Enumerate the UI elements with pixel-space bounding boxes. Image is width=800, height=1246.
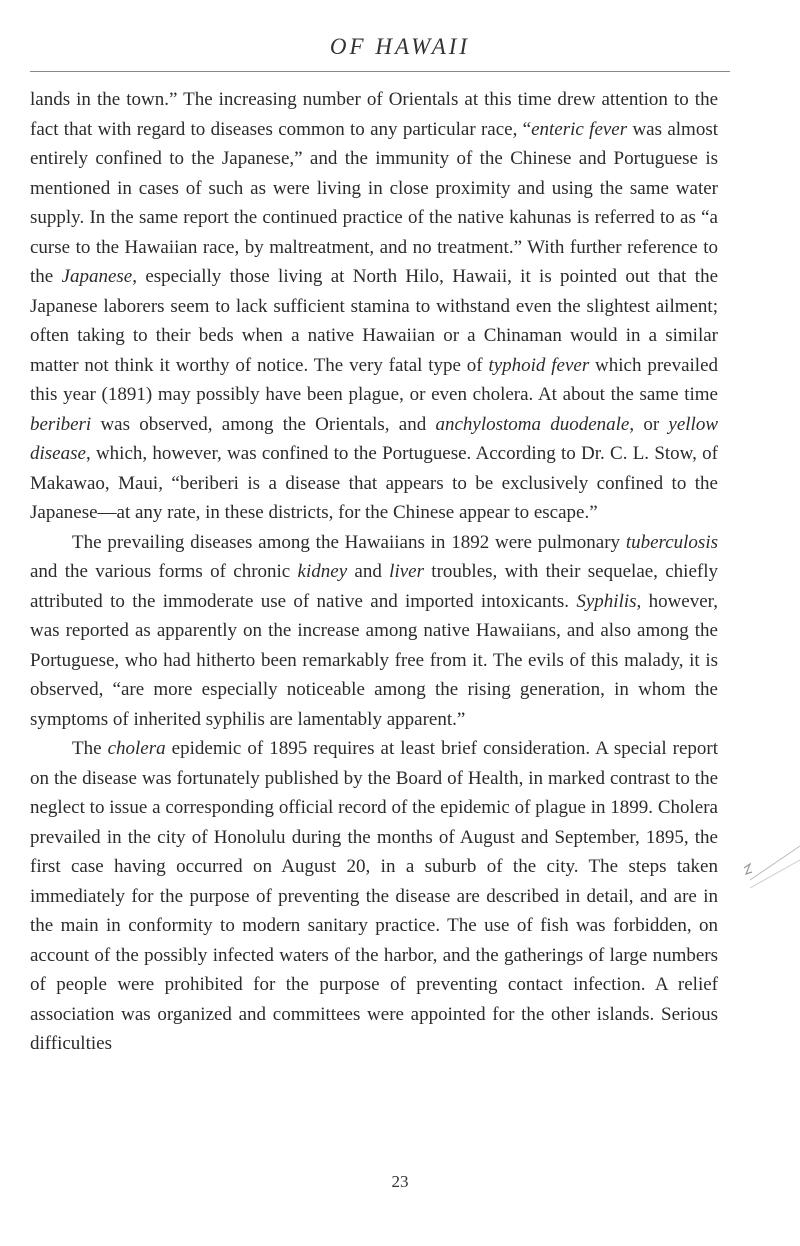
paragraph-1 [30,85,718,528]
italic-term: enteric fever [531,118,628,140]
running-head: OF HAWAII [329,34,471,59]
text-run: , or [629,413,669,435]
text-run: troubles, with their sequelae, chiefly attributed to the immoderate use of native and imported intoxicants. [30,561,718,612]
italic-term: Syphilis [576,590,637,612]
text-run: , especially those living at North Hilo, Hawaii, it is pointed out that the Japanese laborers seem to lack sufficient stamina to withstand even the slightest ailment; often taking to their beds when a native Hawaiian or a Chinaman would in a similar matter not think it worthy of notice. The very fatal type of [30,266,718,376]
italic-term: tuberculosis [625,531,718,553]
text-run: The [72,738,108,759]
text-run: The prevailing diseases among the Hawaiians in 1892 were pulmonary [72,531,626,553]
header-rule [30,71,730,72]
italic-term: typhoid fever [488,354,590,376]
text-run: epidemic of 1895 requires at least brief consideration. A special report on the disease was fortunately published by the Board of Health, in marked contrast to the neglect to issue a corresponding official record of the epidemic of plague in 1899. Cholera prevailed in the city of Honolulu during the months of August and September, 1895, the first case having occurred on August 20, in a suburb of the city. The steps taken immediately for the purpose of preventing the disease are described in detail, and are in the main in conformity to modern sanitary practice. The use of fish was forbidden, on account of the possibly infected waters of the harbor, and the gatherings of large numbers of people were prohibited for the purpose of preventing contact infection. A relief association was organized and committees were appointed for the other islands. Serious difficulties [30,738,718,1054]
text-run: was observed, among the Orientals, and [91,413,436,435]
text-run: and the various forms of chronic [30,561,298,582]
margin-pencil-mark [742,838,800,898]
text-run: , which, however, was confined to the Portuguese. According to Dr. C. L. Stow, of Makawao, Maui, “beriberi is a disease that appears to be exclusively confined to the Japanese—at any rate, in these districts, for the Chinese appear to escape.” [30,443,718,523]
text-run: which prevailed this year (1891) may possibly have been plague, or even cholera. At about the same time [30,354,719,405]
italic-term: yellow disease [30,413,719,464]
italic-term: cholera [107,738,166,759]
italic-term: Japanese [61,266,133,287]
text-run: , however, was reported as apparently on the increase among native Hawaiians, and also among the Portuguese, who had hitherto been remarkably free from it. The evils of this malady, it is observed, “are more especially noticeable among the rising generation, in whom the symptoms of inherited syphilis are lamentably apparent.” [30,590,718,730]
italic-term: anchylostoma duodenale [435,413,630,435]
text-run: was almost entirely confined to the Japanese,” and the immunity of the Chinese and Portuguese is mentioned in cases of such as were living in close proximity and using the same water supply. In the same report the continued practice of the native kahunas is referred to as “a curse to the Hawaiian race, by maltreatment, and no treatment.” With further reference to the [30,118,718,287]
italic-term: beriberi [30,413,92,435]
text-run: lands in the town.” The increasing number of Orientals at this time drew attention to the fact that with regard to diseases common to any particular race, “ [30,89,718,140]
paragraph-2 [30,528,718,735]
text-run: and [347,561,390,582]
page-number: 23 [391,1172,409,1191]
italic-term: kidney [297,561,348,582]
body-text [30,85,718,1059]
italic-term: liver [389,561,424,582]
paragraph-3 [30,734,718,1059]
